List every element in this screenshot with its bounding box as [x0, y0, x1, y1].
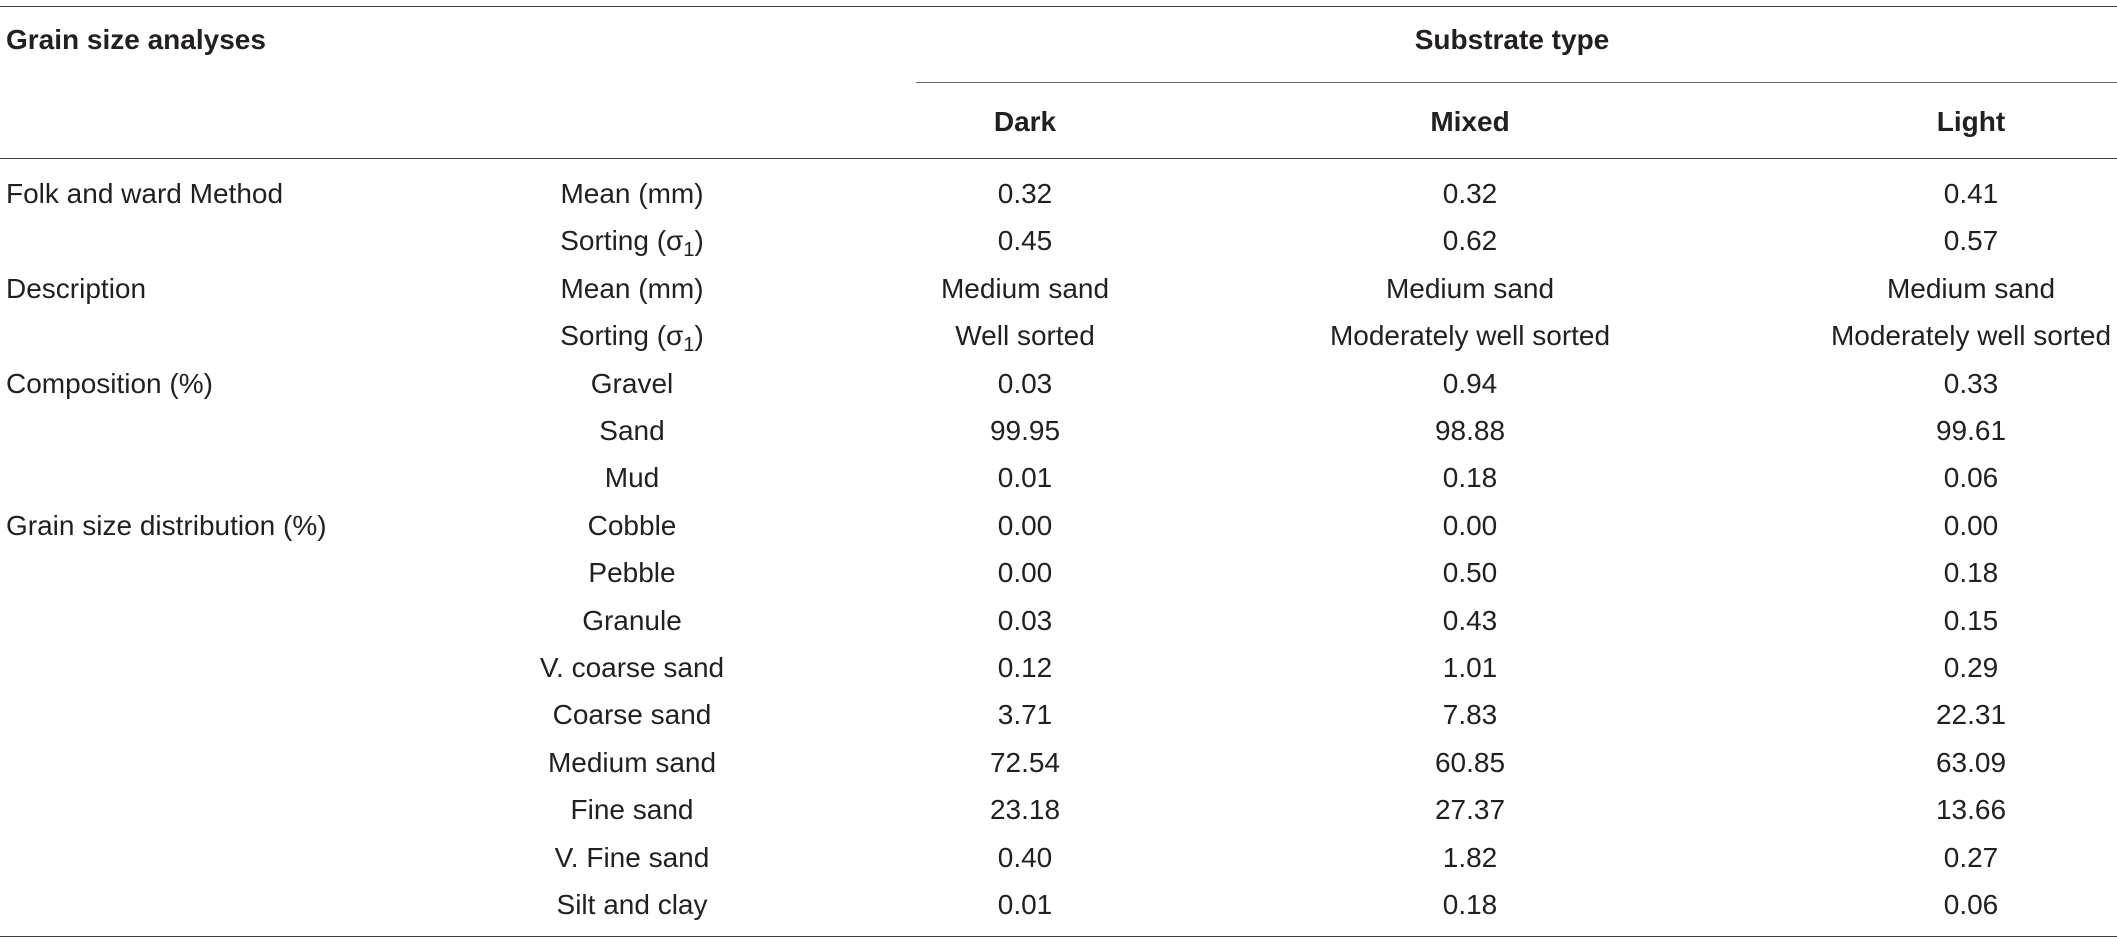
row-parameter-label: Silt and clay — [556, 889, 708, 920]
cell-dark: 0.00 — [997, 510, 1053, 541]
cell-light: 22.31 — [1935, 699, 2007, 730]
cell-dark: 0.32 — [997, 178, 1053, 209]
substrate-type-rule — [916, 82, 2117, 83]
cell-mixed: 60.85 — [1434, 747, 1506, 778]
cell-dark: 0.00 — [997, 557, 1053, 588]
cell-light: 0.00 — [1943, 510, 1999, 541]
cell-mixed: 1.82 — [1442, 842, 1498, 873]
substrate-type-header: Substrate type — [1414, 24, 1610, 55]
row-parameter-label: Sand — [599, 415, 665, 446]
row-parameter-label: Medium sand — [547, 747, 717, 778]
column-header-mixed: Mixed — [1430, 106, 1510, 137]
cell-mixed: 0.32 — [1442, 178, 1498, 209]
cell-dark: 0.03 — [997, 605, 1053, 636]
cell-mixed: 0.62 — [1442, 225, 1498, 256]
row-parameter-label: Cobble — [587, 510, 677, 541]
cell-mixed: Medium sand — [1385, 273, 1555, 304]
cell-mixed: 0.00 — [1442, 510, 1498, 541]
cell-light: 0.41 — [1943, 178, 1999, 209]
cell-light: Medium sand — [1886, 273, 2056, 304]
cell-dark: 72.54 — [989, 747, 1061, 778]
row-parameter-label: V. Fine sand — [554, 842, 710, 873]
cell-mixed: 1.01 — [1442, 652, 1498, 683]
header-bottom-rule — [0, 158, 2117, 159]
cell-mixed: Moderately well sorted — [1329, 320, 1611, 351]
row-group-label: Folk and ward Method — [6, 178, 284, 209]
row-parameter-label: Coarse sand — [552, 699, 712, 730]
cell-dark: 99.95 — [989, 415, 1061, 446]
cell-light: 99.61 — [1935, 415, 2007, 446]
cell-light: 13.66 — [1935, 794, 2007, 825]
row-parameter-label: Pebble — [588, 557, 676, 588]
cell-mixed: 98.88 — [1434, 415, 1506, 446]
row-parameter-label: V. coarse sand — [539, 652, 725, 683]
row-parameter-label: Mud — [604, 462, 660, 493]
corner-header: Grain size analyses — [6, 24, 266, 55]
cell-dark: 0.03 — [997, 368, 1053, 399]
row-parameter-label: Granule — [582, 605, 682, 636]
cell-mixed: 0.43 — [1442, 605, 1498, 636]
cell-mixed: 7.83 — [1442, 699, 1498, 730]
row-group-label: Composition (%) — [6, 368, 213, 399]
row-group-label: Grain size distribution (%) — [6, 510, 327, 541]
cell-dark: 3.71 — [997, 699, 1053, 730]
cell-dark: 0.45 — [997, 225, 1053, 256]
cell-dark: 0.12 — [997, 652, 1053, 683]
cell-light: 0.33 — [1943, 368, 1999, 399]
cell-light: 0.06 — [1943, 462, 1999, 493]
column-header-light: Light — [1936, 106, 2006, 137]
cell-light: 0.18 — [1943, 557, 1999, 588]
row-parameter-label: Mean (mm) — [560, 273, 704, 304]
row-parameter-label: Sorting $(\sigma_1)$ — [560, 320, 704, 356]
row-parameter-label: Sorting $(\sigma_1)$ — [560, 225, 704, 261]
cell-mixed: 0.18 — [1442, 462, 1498, 493]
cell-light: 0.06 — [1943, 889, 1999, 920]
cell-mixed: 27.37 — [1434, 794, 1506, 825]
cell-light: 0.15 — [1943, 605, 1999, 636]
table-bottom-rule — [0, 936, 2117, 937]
cell-dark: 0.40 — [997, 842, 1053, 873]
cell-light: 0.27 — [1943, 842, 1999, 873]
row-parameter-label: Mean (mm) — [560, 178, 704, 209]
cell-dark: Well sorted — [955, 320, 1095, 351]
row-parameter-label: Fine sand — [570, 794, 694, 825]
cell-light: 0.57 — [1943, 225, 1999, 256]
row-parameter-label: Gravel — [590, 368, 674, 399]
cell-mixed: 0.18 — [1442, 889, 1498, 920]
cell-dark: 23.18 — [989, 794, 1061, 825]
cell-dark: 0.01 — [997, 462, 1053, 493]
cell-light: 0.29 — [1943, 652, 1999, 683]
cell-light: 63.09 — [1935, 747, 2007, 778]
table-top-rule — [0, 6, 2117, 7]
column-header-dark: Dark — [993, 106, 1057, 137]
cell-dark: Medium sand — [940, 273, 1110, 304]
row-group-label: Description — [6, 273, 147, 304]
cell-mixed: 0.50 — [1442, 557, 1498, 588]
cell-light: Moderately well sorted — [1830, 320, 2112, 351]
cell-dark: 0.01 — [997, 889, 1053, 920]
cell-mixed: 0.94 — [1442, 368, 1498, 399]
